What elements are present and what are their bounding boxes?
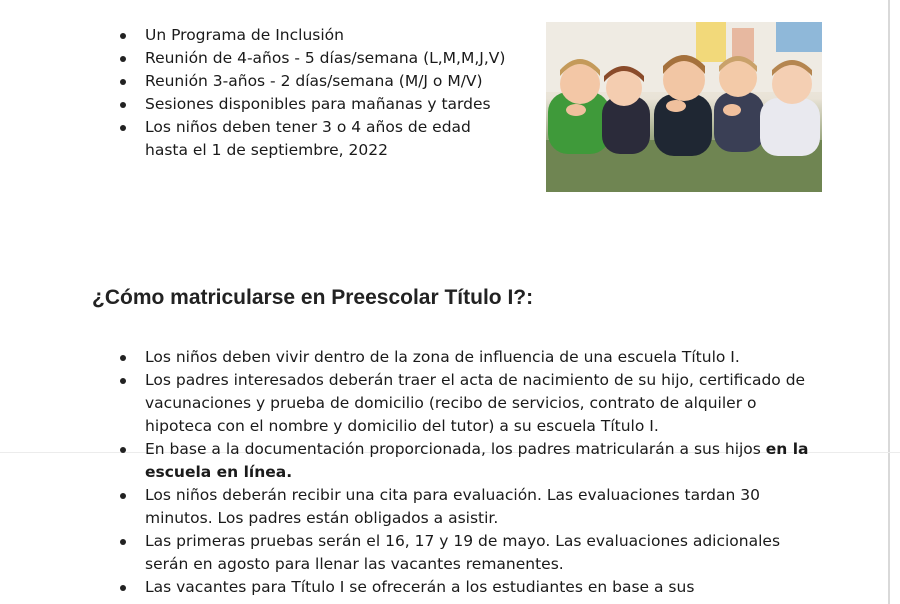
list-item-text: Los niños deberán recibir una cita para evaluación. Las evaluaciones tardan 30 minutos. Los padres están obligados a asistir. (145, 486, 760, 527)
list-item-text: Las vacantes para Título I se ofrecerán a los estudiantes en base a sus (145, 578, 695, 596)
program-features-list (120, 24, 520, 162)
page-edge (888, 0, 890, 604)
list-item-text: Los padres interesados deberán traer el acta de nacimiento de su hijo, certificado de vacunaciones y prueba de domicilio (recibo de servicios, contrato de alquiler o hipoteca con el nombre y domicilio del tutor) a su escuela Título I. (145, 371, 806, 435)
list-item (120, 484, 810, 530)
section-heading: ¿Cómo matricularse en Preescolar Título I?: (92, 286, 534, 309)
list-item-text: Los niños deben vivir dentro de la zona de influencia de una escuela Título I. (145, 348, 740, 366)
list-item-emphasis: en la escuela en línea. (145, 440, 809, 481)
list-item-text: En base a la documentación proporcionada, los padres matricularán a sus hijos (145, 440, 766, 458)
list-item: Un Programa de Inclusión (120, 24, 520, 47)
list-item-text: Las primeras pruebas serán el 16, 17 y 19 de mayo. Las evaluaciones adicionales serán en agosto para llenar las vacantes remanentes. (145, 532, 781, 573)
list-item: Sesiones disponibles para mañanas y tardes (120, 93, 520, 116)
list-item (120, 369, 810, 438)
children-photo (546, 22, 822, 192)
list-item: Los niños deben tener 3 o 4 años de edad hasta el 1 de septiembre, 2022 (120, 116, 475, 162)
list-item: Reunión 3-años - 2 días/semana (M/J o M/V) (120, 70, 520, 93)
list-item (120, 346, 810, 369)
list-item (120, 576, 810, 599)
enrollment-steps-list (120, 346, 810, 599)
list-item (120, 530, 810, 576)
list-item: Reunión de 4-años - 5 días/semana (L,M,M,J,V) (120, 47, 520, 70)
list-item (120, 438, 810, 484)
